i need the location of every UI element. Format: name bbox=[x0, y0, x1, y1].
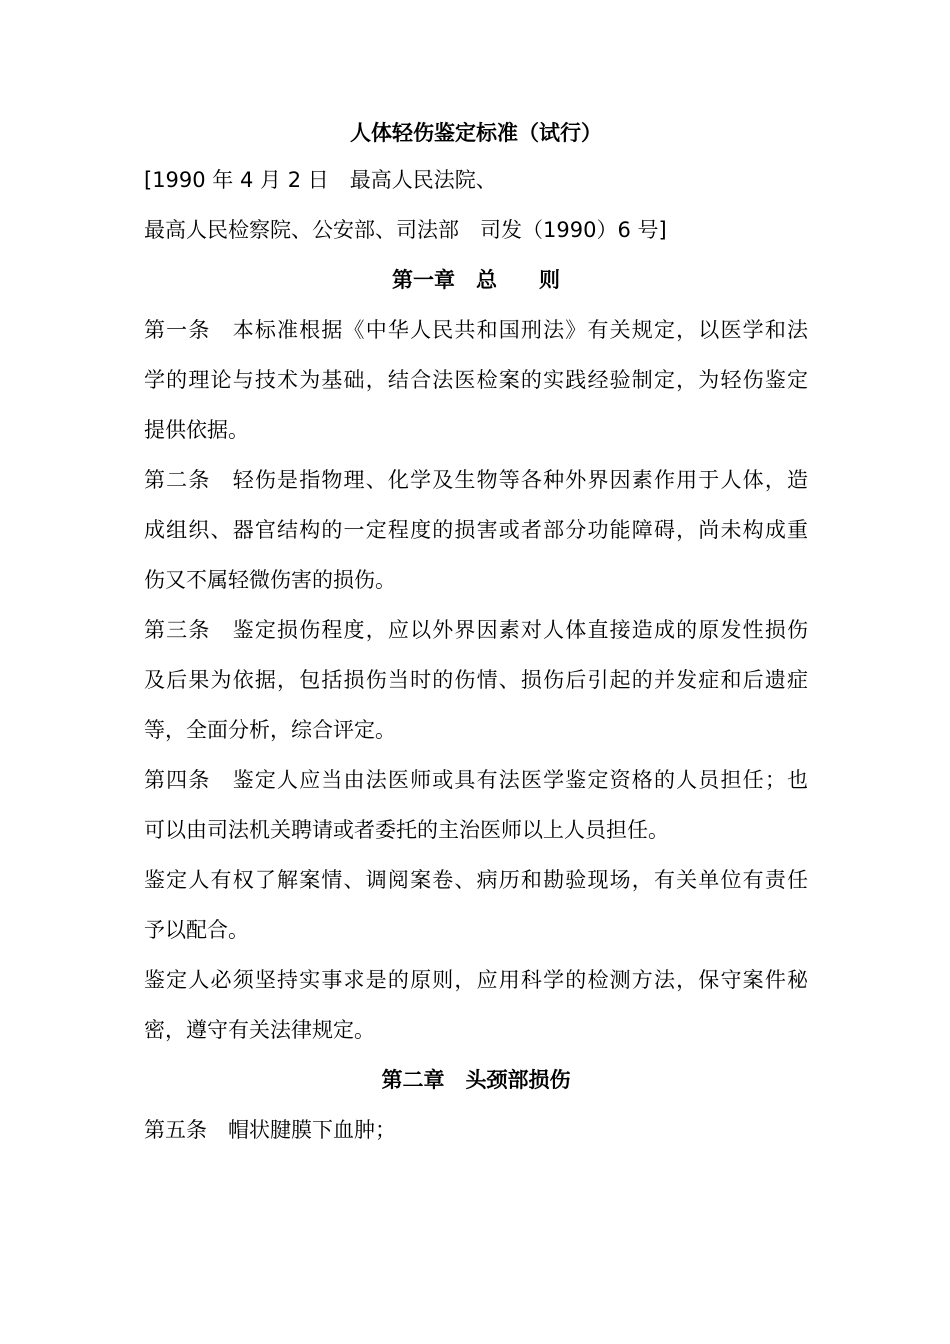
article-4-paragraph-3-line: 鉴定人必须坚持实事求是的原则，应用科学的检测方法，保守案件秘 bbox=[144, 968, 808, 992]
article-3-line: 等，全面分析，综合评定。 bbox=[144, 718, 396, 742]
document-title: 人体轻伤鉴定标准（试行） bbox=[350, 121, 602, 145]
chapter-1-heading: 第一章 总 则 bbox=[392, 268, 560, 292]
article-3 bbox=[144, 605, 808, 755]
article-1-line: 提供依据。 bbox=[144, 418, 249, 442]
article-2-line: 第二条 轻伤是指物理、化学及生物等各种外界因素作用于人体，造 bbox=[144, 468, 808, 492]
article-4-paragraph-2-line: 予以配合。 bbox=[144, 918, 249, 942]
article-4-paragraph-3-line: 密，遵守有关法律规定。 bbox=[144, 1018, 375, 1042]
article-2-line: 伤又不属轻微伤害的损伤。 bbox=[144, 568, 396, 592]
document-body bbox=[144, 111, 808, 1155]
article-2 bbox=[144, 455, 808, 605]
article-4-line: 第四条 鉴定人应当由法医师或具有法医学鉴定资格的人员担任；也 bbox=[144, 768, 808, 792]
article-3-line: 及后果为依据，包括损伤当时的伤情、损伤后引起的并发症和后遗症 bbox=[144, 668, 808, 692]
chapter-2-heading: 第二章 头颈部损伤 bbox=[381, 1068, 571, 1092]
article-1 bbox=[144, 305, 808, 455]
source-line-1: [1990 年 4 月 2 日 最高人民法院、 bbox=[144, 168, 497, 192]
article-4-paragraph-2 bbox=[144, 855, 808, 955]
article-4-line: 可以由司法机关聘请或者委托的主治医师以上人员担任。 bbox=[144, 818, 669, 842]
article-3-line: 第三条 鉴定损伤程度，应以外界因素对人体直接造成的原发性损伤 bbox=[144, 618, 808, 642]
article-4-paragraph-2-line: 鉴定人有权了解案情、调阅案卷、病历和勘验现场，有关单位有责任 bbox=[144, 868, 808, 892]
article-2-line: 成组织、器官结构的一定程度的损害或者部分功能障碍，尚未构成重 bbox=[144, 518, 808, 542]
article-4-paragraph-3 bbox=[144, 955, 808, 1055]
article-4 bbox=[144, 755, 808, 855]
article-1-line: 第一条 本标准根据《中华人民共和国刑法》有关规定，以医学和法 bbox=[144, 318, 808, 342]
article-1-line: 学的理论与技术为基础，结合法医检案的实践经验制定，为轻伤鉴定 bbox=[144, 368, 808, 392]
article-5: 第五条 帽状腱膜下血肿； bbox=[144, 1118, 396, 1142]
source-line-2: 最高人民检察院、公安部、司法部 司发（1990）6 号] bbox=[144, 218, 667, 242]
